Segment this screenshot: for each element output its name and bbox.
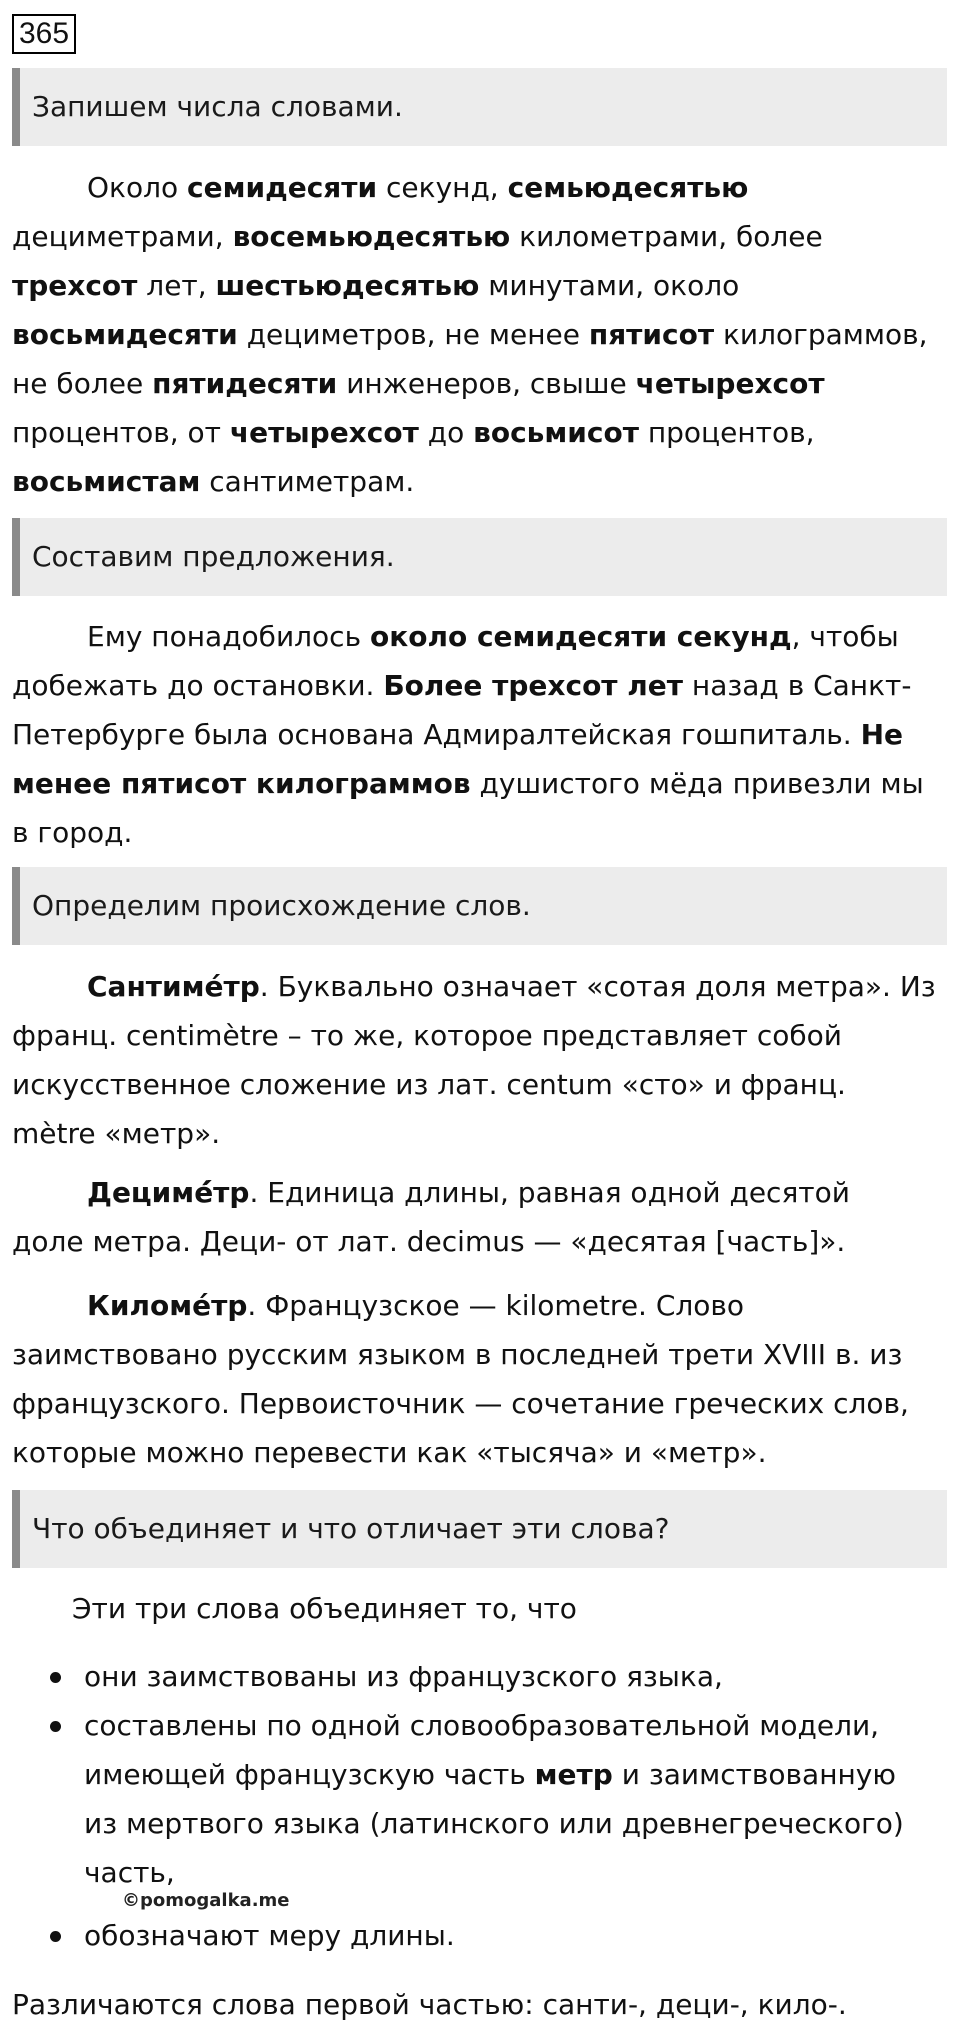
sentences-paragraph — [12, 612, 952, 857]
text-run: часть, — [84, 1856, 175, 1889]
bold-term: восьмистам — [12, 465, 201, 498]
bold-term: семидесяти — [187, 171, 378, 204]
compare-intro: Эти три слова объединяет то, что — [72, 1592, 577, 1625]
text-run: добежать до остановки. — [12, 669, 384, 702]
text-line — [12, 1060, 952, 1109]
numbers-paragraph — [12, 163, 952, 506]
bold-term: Более трехсот лет — [383, 669, 684, 702]
text-line — [12, 457, 952, 506]
text-run: сантиметрам. — [200, 465, 415, 498]
bullet-line — [12, 1750, 896, 1799]
bold-term: шестьюдесятью — [215, 269, 480, 302]
origin-kilometer — [12, 1281, 952, 1477]
bold-term: пятисот — [588, 318, 715, 351]
task-number: 365 — [12, 14, 76, 54]
watermark: ©pomogalka.me — [122, 1890, 290, 1911]
text-line — [12, 310, 952, 359]
bullet-line — [12, 1911, 455, 1960]
text-line — [12, 1109, 952, 1158]
text-run: составлены по одной словообразовательной модели, — [84, 1709, 880, 1742]
bold-term: восемьюдесятью — [232, 220, 511, 253]
compare-conclusion: Различаются слова первой частью: санти-, деци-, кило-. — [12, 1988, 847, 2021]
bold-term: около семидесяти секунд — [369, 620, 792, 653]
text-line — [12, 1011, 952, 1060]
text-run: французского. Первоисточник — сочетание греческих слов, — [12, 1387, 909, 1420]
text-line — [12, 1379, 952, 1428]
bold-term: Не — [860, 718, 904, 751]
text-line — [12, 1217, 952, 1266]
text-run: не более — [12, 367, 153, 400]
bullet-line — [12, 1701, 879, 1750]
text-run: из мертвого языка (латинского или древнегреческого) — [84, 1807, 904, 1840]
text-line — [12, 612, 952, 661]
bold-term: семьюдесятью — [507, 171, 749, 204]
bold-term: менее пятисот килограммов — [12, 767, 471, 800]
bullet-line — [12, 1799, 904, 1848]
text-run: . Французское — kilometre. Слово — [247, 1289, 745, 1322]
text-line — [12, 808, 952, 857]
text-line — [12, 212, 952, 261]
bold-term: Киломе́тр — [87, 1289, 248, 1322]
bold-term: восьмидесяти — [12, 318, 238, 351]
bold-term: восьмисот — [473, 416, 639, 449]
text-line — [12, 710, 952, 759]
text-line — [12, 163, 952, 212]
section-header-origin: Определим происхождение слов. — [12, 867, 947, 945]
text-run: дециметрами, — [12, 220, 233, 253]
text-run: . Единица длины, равная одной десятой — [249, 1176, 850, 1209]
text-line — [12, 359, 952, 408]
text-run: имеющей французскую часть — [84, 1758, 535, 1791]
text-run: лет, — [137, 269, 216, 302]
text-line — [12, 261, 952, 310]
text-line — [12, 408, 952, 457]
text-run: доле метра. Деци- от лат. decimus — «десятая [часть]». — [12, 1225, 846, 1258]
origin-centimeter — [12, 962, 952, 1158]
bold-term: Сантиме́тр — [87, 970, 260, 1003]
section-header-sentences: Составим предложения. — [12, 518, 947, 596]
text-run: в город. — [12, 816, 133, 849]
text-run: заимствовано русским языком в последней трети XVIII в. из — [12, 1338, 903, 1371]
text-run: Ему понадобилось — [87, 620, 370, 653]
text-line — [12, 1428, 952, 1477]
text-run: секунд, — [377, 171, 508, 204]
text-run: искусственное сложение из лат. centum «сто» и франц. — [12, 1068, 846, 1101]
text-run: дециметров, не менее — [237, 318, 589, 351]
text-run: , чтобы — [791, 620, 899, 653]
section-header-numbers: Запишем числа словами. — [12, 68, 947, 146]
text-run: Петербурге была основана Адмиралтейская гошпиталь. — [12, 718, 861, 751]
bold-term: метр — [534, 1758, 613, 1791]
text-run: которые можно перевести как «тысяча» и «метр». — [12, 1436, 767, 1469]
bold-term: четырехсот — [229, 416, 419, 449]
text-run: процентов, от — [12, 416, 230, 449]
text-run: . Буквально означает «сотая доля метра». Из — [259, 970, 936, 1003]
text-run: франц. centimètre – то же, которое представляет собой — [12, 1019, 843, 1052]
text-run: минутами, около — [479, 269, 740, 302]
text-run: назад в Санкт- — [683, 669, 912, 702]
bold-term: трехсот — [12, 269, 138, 302]
section-header-compare: Что объединяет и что отличает эти слова? — [12, 1490, 947, 1568]
text-line — [12, 1281, 952, 1330]
text-run: они заимствованы из французского языка, — [84, 1660, 723, 1693]
text-run: километрами, более — [510, 220, 823, 253]
text-run: Около — [87, 171, 188, 204]
text-line — [12, 1330, 952, 1379]
text-run: и заимствованную — [612, 1758, 896, 1791]
bullet-line — [12, 1652, 723, 1701]
text-run: mètre «метр». — [12, 1117, 221, 1150]
text-run: обозначают меру длины. — [84, 1919, 455, 1952]
text-line — [12, 962, 952, 1011]
text-run: душистого мёда привезли мы — [470, 767, 924, 800]
text-line — [12, 661, 952, 710]
bold-term: Децимé́тр — [87, 1176, 250, 1209]
text-line — [12, 1168, 952, 1217]
text-run: до — [418, 416, 474, 449]
bold-term: пятидесяти — [152, 367, 338, 400]
text-run: инженеров, свыше — [337, 367, 636, 400]
origin-decimeter — [12, 1168, 952, 1266]
text-line — [12, 759, 952, 808]
bold-term: четырехсот — [635, 367, 825, 400]
text-run: килограммов, — [714, 318, 928, 351]
text-run: процентов, — [638, 416, 815, 449]
